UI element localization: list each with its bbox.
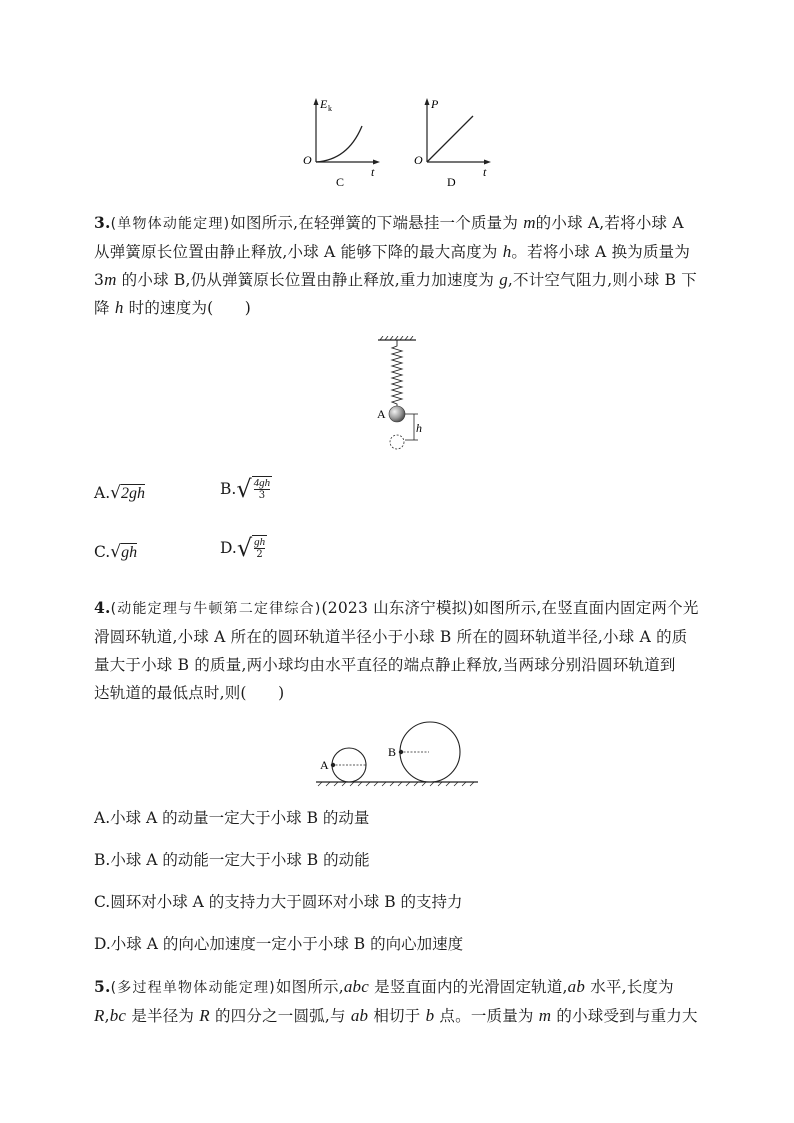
graph-d-line — [427, 116, 473, 162]
ball-b-on-ring — [399, 750, 403, 754]
graph-c-y-arrow — [314, 98, 319, 105]
q5-text-2d: 相切于 — [368, 1007, 426, 1025]
q3-tag: (单物体动能定理) — [110, 216, 231, 232]
q3-text-1b: 的小球 A,若将小球 A — [535, 214, 684, 232]
q3-text-3a: 3 — [94, 271, 105, 289]
question-4-text — [94, 594, 700, 707]
graph-c — [298, 92, 388, 192]
q5-number: 5. — [94, 977, 111, 996]
q3-option-b-denominator: 3 — [258, 490, 266, 501]
question-3-text — [94, 209, 700, 322]
sqrt-icon: √ — [110, 542, 122, 562]
graph-d-x-arrow — [484, 160, 491, 165]
q4-line-3: 量大于小球 B 的质量,两小球均由水平直径的端点静止释放,当两球分别沿圆环轨道到 — [94, 656, 676, 674]
q3-option-d-numerator: gh — [254, 536, 266, 548]
q5-var-b: b — [425, 1006, 435, 1025]
q3-var-g: g — [499, 270, 508, 289]
graph-c-x-label: t — [371, 165, 375, 179]
q5-tag: (多过程单物体动能定理) — [110, 980, 276, 996]
q3-option-d-denominator: 2 — [256, 549, 263, 560]
q5-var-m: m — [538, 1006, 552, 1025]
q3-text-4b: 时的速度为( ) — [123, 299, 252, 317]
q5-var-R2: R — [199, 1006, 210, 1025]
graph-d-caption: D — [447, 175, 456, 189]
q3-option-c[interactable] — [94, 541, 137, 564]
q5-var-ab2: ab — [350, 1006, 369, 1025]
q3-option-a-expr: 2gh — [120, 485, 145, 502]
sqrt-icon: √ — [236, 475, 252, 503]
graph-d-y-arrow — [425, 98, 430, 105]
q5-text-1c: 水平,长度为 — [585, 978, 674, 996]
q3-var-m: m — [523, 213, 536, 232]
ball-a — [389, 406, 405, 422]
q4-number: 4. — [94, 598, 111, 617]
ball-a-label: A — [377, 407, 386, 421]
q5-text-2f: 的小球受到与重力大 — [551, 1007, 698, 1025]
sqrt-icon: √ — [110, 483, 121, 503]
q5-text-2c: 的四分之一圆弧,与 — [209, 1007, 351, 1025]
q5-line-2 — [94, 1002, 700, 1030]
q4-line-4: 达轨道的最低点时,则( ) — [94, 684, 285, 702]
q5-line-1 — [94, 973, 700, 1002]
ball-a-on-ring — [331, 763, 335, 767]
q3-option-b[interactable] — [220, 476, 272, 502]
q5-var-ab: ab — [567, 977, 586, 996]
q5-text-2b: 是半径为 — [126, 1007, 200, 1025]
graph-d-y-label: P — [431, 97, 439, 111]
q5-var-R: R — [94, 1006, 105, 1025]
q4-line-1 — [94, 594, 700, 623]
q3-var-m2: m — [104, 270, 117, 289]
q4-text-1: (2023 山东济宁模拟)如图所示,在竖直面内固定两个光 — [321, 599, 699, 617]
q5-text-1b: 是竖直面内的光滑固定轨道, — [369, 978, 568, 996]
q3-var-h2: h — [114, 298, 124, 317]
q3-option-d-fraction — [252, 535, 267, 561]
graph-c-x-arrow — [373, 160, 380, 165]
q3-option-a[interactable] — [94, 482, 145, 505]
q3-option-d-letter: D. — [220, 539, 237, 557]
q3-text-2b: 。若将小球 A 换为质量为 — [511, 243, 691, 261]
q5-var-abc: abc — [343, 977, 370, 996]
q4-line-2: 滑圆环轨道,小球 A 所在的圆环轨道半径小于小球 B 所在的圆环轨道半径,小球 A 的质 — [94, 628, 688, 646]
q3-option-d[interactable] — [220, 535, 267, 561]
q5-text-2e: 点。一质量为 — [434, 1007, 539, 1025]
q3-text-4a: 降 — [94, 299, 115, 317]
graph-c-curve — [316, 126, 362, 162]
question-5-text — [94, 973, 700, 1030]
graph-d-origin: O — [414, 153, 423, 167]
q3-option-c-expr: gh — [121, 544, 138, 561]
q3-line-3 — [94, 266, 700, 294]
graph-c-caption: C — [336, 175, 345, 189]
q5-text-2a: , — [104, 1007, 110, 1025]
q4-option-b[interactable]: B.小球 A 的动能一定大于小球 B 的动能 — [94, 851, 370, 869]
q4-tag: (动能定理与牛顿第二定律综合) — [110, 601, 322, 617]
q5-text-1a: 如图所示, — [275, 978, 344, 996]
graph-c-y-sub: k — [328, 104, 332, 113]
q4-option-a[interactable]: A.小球 A 的动量一定大于小球 B 的动量 — [94, 809, 370, 827]
q3-var-h: h — [502, 242, 512, 261]
q3-line-1 — [94, 209, 700, 238]
graph-c-origin: O — [303, 153, 312, 167]
spring-figure — [370, 336, 430, 458]
q3-line-2 — [94, 238, 700, 266]
graph-d — [409, 92, 499, 192]
ring-b-label: B — [388, 745, 397, 759]
q3-text-2a: 从弹簧原长位置由静止释放,小球 A 能够下降的最大高度为 — [94, 243, 503, 261]
spring — [392, 340, 402, 407]
rings-figure — [314, 716, 480, 790]
q5-var-bc: bc — [109, 1006, 127, 1025]
q3-option-b-numerator: 4gh — [253, 477, 271, 489]
q4-option-d[interactable]: D.小球 A 的向心加速度一定小于小球 B 的向心加速度 — [94, 935, 464, 953]
sqrt-icon: √ — [236, 534, 253, 562]
q3-text-1a: 如图所示,在轻弹簧的下端悬挂一个质量为 — [230, 214, 524, 232]
q3-option-b-fraction — [252, 476, 273, 502]
q3-option-a-letter: A. — [94, 484, 111, 502]
q3-text-3b: 的小球 B,仍从弹簧原长位置由静止释放,重力加速度为 — [116, 271, 500, 289]
q3-number: 3. — [94, 213, 111, 232]
q3-text-3c: ,不计空气阻力,则小球 B 下 — [507, 271, 697, 289]
q3-option-b-letter: B. — [220, 480, 237, 498]
q3-line-4 — [94, 294, 700, 322]
q4-option-c[interactable]: C.圆环对小球 A 的支持力大于圆环对小球 B 的支持力 — [94, 893, 463, 911]
graph-c-y-label: E — [320, 97, 328, 111]
q3-option-c-letter: C. — [94, 543, 111, 561]
ring-a-label: A — [320, 758, 329, 772]
ball-dashed-position — [390, 435, 404, 449]
height-label: h — [416, 421, 422, 435]
graph-d-x-label: t — [483, 165, 487, 179]
